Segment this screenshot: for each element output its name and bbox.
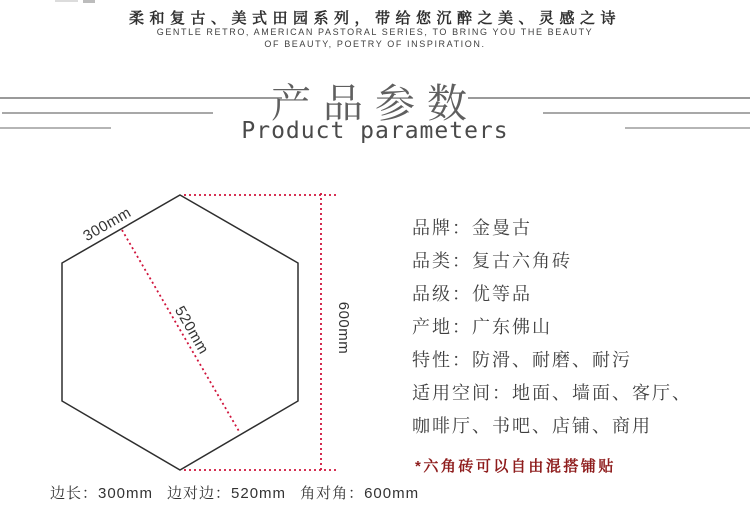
- section-subtitle: Product parameters: [241, 118, 509, 144]
- spec-features: 特性：防滑、耐磨、耐污: [412, 350, 632, 370]
- spec-origin: 产地：广东佛山: [412, 317, 552, 337]
- slogan-english-line2: OF BEAUTY, POETRY OF INSPIRATION.: [264, 39, 486, 49]
- edge-to-edge-label: 520mm: [171, 303, 213, 358]
- spec-brand: 品牌：金曼古: [412, 218, 532, 238]
- page-edge-artifact: [83, 0, 95, 3]
- spec-applicable-space-cont: 咖啡厅、书吧、店铺、商用: [412, 416, 652, 436]
- corner-to-corner-label: 600mm: [335, 301, 352, 355]
- slogan-english-line1: GENTLE RETRO, AMERICAN PASTORAL SERIES, TO BRING YOU THE BEAUTY: [156, 27, 594, 37]
- section-title: 产品参数: [271, 82, 479, 126]
- spec-category: 品类：复古六角砖: [412, 251, 572, 271]
- mix-match-note: *六角砖可以自由混搭铺贴: [415, 458, 616, 475]
- page-edge-artifact: [55, 0, 78, 2]
- product-spec-list: [412, 212, 692, 476]
- caption-edge-to-edge: 边对边：520mm: [167, 485, 287, 502]
- caption-corner-to-corner: 角对角：600mm: [300, 485, 420, 502]
- dimension-line-edge-to-edge: [122, 230, 240, 433]
- hexagon-dimension-diagram: [20, 180, 400, 480]
- caption-side-length: 边长：300mm: [50, 485, 154, 502]
- side-length-label: 300mm: [80, 203, 135, 245]
- spec-applicable-space: 适用空间：地面、墙面、客厅、: [412, 383, 692, 403]
- dimension-caption: [50, 482, 419, 503]
- slogan-chinese: 柔和复古、美式田园系列，带给您沉醉之美、灵感之诗: [128, 10, 621, 27]
- spec-grade: 品级：优等品: [412, 284, 532, 304]
